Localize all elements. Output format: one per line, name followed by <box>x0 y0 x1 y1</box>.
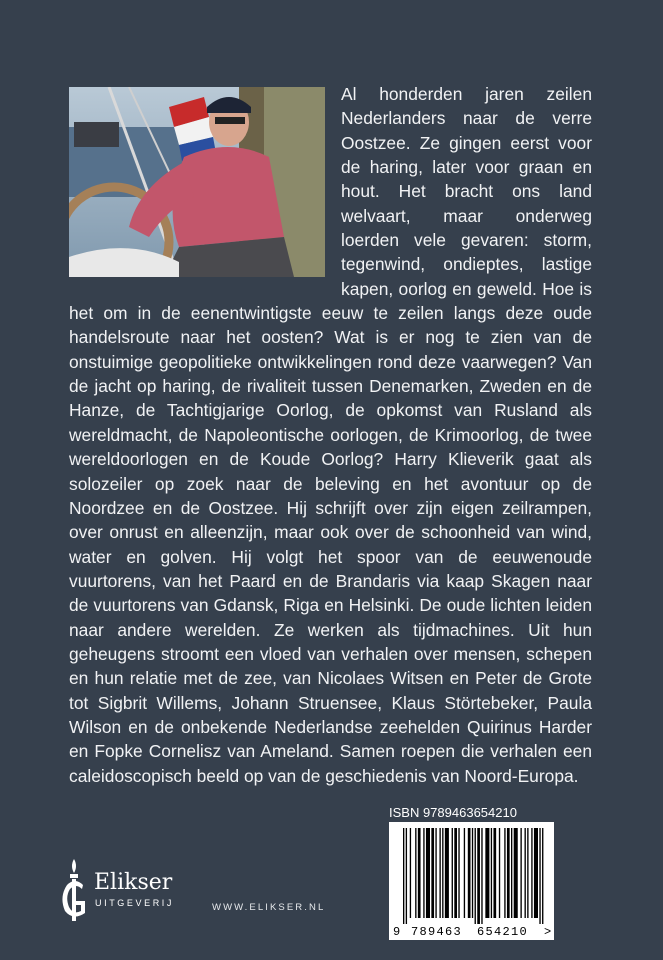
barcode-bar <box>511 828 512 918</box>
barcode-bar <box>531 828 532 918</box>
blurb-text: Al honderden jaren zeilen Nederlanders naar de verre Oostzee. Ze gingen eerst voor de haring, later voor graan en hout. Het bracht ons land welvaart, maar onderweg loerden vele gevaren: storm, tegenwind, ondieptes, lastige kapen, oorlog en geweld. Hoe is het om in de eenentwintigste eeuw te zeilen langs deze oude handelsroute naar het oosten? Wat is er nog te zien van de onstuimige geopolitieke ontwikkelingen rond deze vaarwegen? Van de jacht op haring, de rivaliteit tussen Denemarken, Zweden en de Hanze, de Tachtigjarige Oorlog, de opkomst van Rusland als wereldmacht, de Napoleontische oorlogen, de Krimoorlog, de twee wereldoorlogen en de Koude Oorlog? Harry Klieverik gaat als solozeiler op zoek naar de beleving en het avontuur op de Noordzee en de Oostzee. Hij schrijft over zijn eigen zeilrampen, over onrust en alleenzijn, maar ook over de schoonheid van wind, water en golven. Hij volgt het spoor van de eeuwenoude vuurtorens, van het Paard en de Brandaris via kaap Skagen naar de vuurtorens van Gdansk, Riga en Helsinki. De oude lichten leiden naar andere werelden. Ze werken als tijdmachines. Uit hun geheugens stroomt een vloed van verhalen over mensen, schepen en hun relatie met de zee, van Nicolaes Witsen en Peter de Grote tot Sigbrit Willems, Johann Struensee, Klaus Störtebeker, Paula Wilson en de onbekende Nederlandse zeehelden Quirinus Harder en Fopke Cornelisz van Ameland. Samen roepen die verhalen een caleidoscopisch beeld op van de geschiedenis van Noord-Europa. <box>69 84 592 786</box>
publisher-website: WWW.ELIKSER.NL <box>212 902 326 913</box>
barcode-bar <box>481 828 482 924</box>
barcode <box>389 822 554 940</box>
barcode-bar <box>464 828 465 918</box>
isbn-label: ISBN 9789463654210 <box>389 805 517 820</box>
barcode-bar <box>534 828 538 918</box>
barcode-bar <box>468 828 471 918</box>
barcode-bar <box>507 828 510 918</box>
barcode-bar <box>423 828 424 918</box>
barcode-bar <box>514 828 518 918</box>
barcode-bar <box>477 828 480 924</box>
barcode-bar <box>454 828 457 918</box>
barcode-bar <box>445 828 449 918</box>
publisher-subtitle: UITGEVERIJ <box>95 898 175 908</box>
barcode-digits-group1: 789463 <box>411 925 463 939</box>
back-cover-blurb <box>69 82 592 788</box>
barcode-bar <box>472 828 473 918</box>
barcode-bar <box>504 828 505 918</box>
barcode-bar <box>525 828 526 918</box>
barcode-bar <box>491 828 492 918</box>
barcode-bar <box>439 828 440 918</box>
barcode-quiet-zone-mark: > <box>544 925 552 939</box>
barcode-digit-first: 9 <box>393 925 401 939</box>
barcode-bar <box>539 828 540 924</box>
barcode-bar <box>410 828 411 918</box>
barcode-bar <box>520 828 521 918</box>
barcode-bar <box>527 828 528 918</box>
barcode-bar <box>415 828 416 918</box>
elikser-emblem-icon <box>55 857 93 927</box>
barcode-bar <box>452 828 453 918</box>
barcode-bar <box>403 828 404 924</box>
barcode-bar <box>442 828 443 918</box>
barcode-bar <box>418 828 421 918</box>
barcode-bar <box>426 828 430 918</box>
barcode-bar <box>499 828 500 918</box>
barcode-bar <box>458 828 459 918</box>
barcode-bar <box>485 828 489 918</box>
isbn-barcode-block <box>389 804 554 940</box>
publisher-name: Elikser <box>94 870 173 895</box>
barcode-bar <box>493 828 496 918</box>
barcode-bar <box>431 828 434 918</box>
barcode-bars <box>389 822 554 940</box>
barcode-digits-group2: 654210 <box>477 925 529 939</box>
barcode-bar <box>475 828 476 924</box>
barcode-bar <box>542 828 543 924</box>
barcode-bar <box>435 828 436 918</box>
barcode-bar <box>406 828 407 924</box>
publisher-logo <box>55 857 205 927</box>
photo-text-wrap-spacer <box>69 82 341 282</box>
